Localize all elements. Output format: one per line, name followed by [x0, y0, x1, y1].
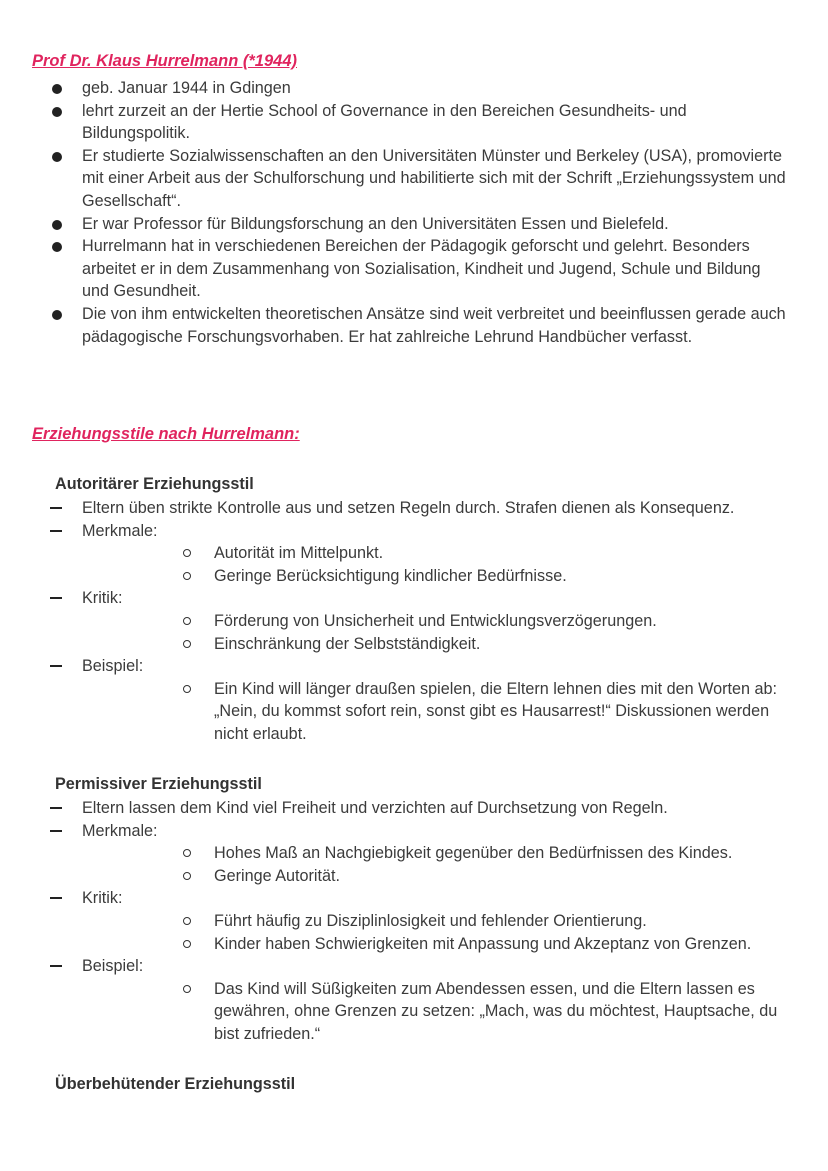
example-item: [0, 955, 828, 1045]
bio-item: [0, 235, 828, 303]
definition-item: [0, 497, 828, 520]
definition-item: [0, 797, 828, 820]
bio-item: [0, 303, 828, 348]
section-title: Autoritärer Erziehungsstil: [55, 475, 254, 493]
definition-text: Eltern lassen dem Kind viel Freiheit und verzichten auf Durchsetzung von Regeln.: [82, 799, 668, 817]
list-item: [82, 865, 808, 888]
circle-bullet-icon: [183, 849, 191, 857]
list-item-text: Förderung von Unsicherheit und Entwicklungsverzögerungen.: [214, 611, 657, 630]
bio-item: [0, 100, 828, 145]
circle-bullet-icon: [183, 985, 191, 993]
list-item-text: Geringe Berücksichtigung kindlicher Bedürfnisse.: [214, 566, 567, 585]
list-item-text: Kinder haben Schwierigkeiten mit Anpassung und Akzeptanz von Grenzen.: [214, 934, 752, 953]
bullet-icon: [52, 84, 62, 94]
bio-heading: Prof Dr. Klaus Hurrelmann (*1944): [32, 52, 297, 70]
section-permissive: [0, 773, 828, 1046]
dash-icon: [50, 897, 62, 899]
critique-list: [82, 910, 808, 955]
dash-icon: [50, 597, 62, 599]
bullet-icon: [52, 107, 62, 117]
circle-bullet-icon: [183, 572, 191, 580]
critique-item: [0, 887, 828, 955]
list-item: [82, 933, 808, 956]
features-item: [0, 820, 828, 888]
critique-item: [0, 587, 828, 655]
example-label: Beispiel:: [82, 657, 144, 676]
features-list: [82, 842, 808, 887]
section-list: [0, 797, 828, 1046]
dash-icon: [50, 507, 62, 509]
list-item-text: Ein Kind will länger draußen spielen, die Eltern lehnen dies mit den Worten ab: „Nein, du kommst sofort rein, sonst gibt es Hausarrest!“ Diskussionen werden nicht erlaubt.: [214, 679, 777, 743]
circle-bullet-icon: [183, 549, 191, 557]
list-item-text: Führt häufig zu Disziplinlosigkeit und fehlender Orientierung.: [214, 911, 647, 930]
dash-icon: [50, 665, 62, 667]
bio-item-text: Er war Professor für Bildungsforschung an den Universitäten Essen und Bielefeld.: [82, 214, 669, 233]
features-label: Merkmale:: [82, 521, 158, 540]
bio-item: [0, 77, 828, 100]
circle-bullet-icon: [183, 917, 191, 925]
critique-label: Kritik:: [82, 889, 123, 908]
critique-list: [82, 610, 808, 655]
bullet-icon: [52, 310, 62, 320]
list-item: [82, 978, 808, 1046]
bio-item-text: geb. Januar 1944 in Gdingen: [82, 79, 291, 97]
list-item: [82, 678, 808, 746]
dash-icon: [50, 830, 62, 832]
dash-icon: [50, 965, 62, 967]
list-item: [82, 633, 808, 656]
list-item-text: Autorität im Mittelpunkt.: [214, 544, 384, 563]
styles-heading: Erziehungsstile nach Hurrelmann:: [32, 425, 300, 443]
section-title: Permissiver Erziehungsstil: [55, 775, 262, 793]
circle-bullet-icon: [183, 617, 191, 625]
bio-item: [0, 145, 828, 213]
features-list: [82, 542, 808, 587]
list-item-text: Geringe Autorität.: [214, 866, 340, 885]
bio-item-text: Er studierte Sozialwissenschaften an den Universitäten Münster und Berkeley (USA), promovierte mit einer Arbeit aus der Schulforschung und habilitierte sich mit der Schrift „Erziehungssystem und Gesellschaft“.: [82, 146, 786, 210]
list-item-text: Einschränkung der Selbstständigkeit.: [214, 634, 481, 653]
bio-item-text: lehrt zurzeit an der Hertie School of Governance in den Bereichen Gesundheits- und Bildungspolitik.: [82, 101, 687, 143]
bullet-icon: [52, 152, 62, 162]
list-item-text: Hohes Maß an Nachgiebigkeit gegenüber den Bedürfnissen des Kindes.: [214, 844, 733, 863]
section-overprotective: [0, 1073, 828, 1097]
list-item: [82, 610, 808, 633]
bio-item-text: Hurrelmann hat in verschiedenen Bereichen der Pädagogik geforscht und gelehrt. Besonders arbeitet er in dem Zusammenhang von Sozialisation, Kindheit und Jugend, Schule und Bildung und Gesundheit.: [82, 237, 761, 301]
example-item: [0, 655, 828, 745]
example-list: [82, 978, 808, 1046]
bio-item-text: Die von ihm entwickelten theoretischen Ansätze sind weit verbreitet und beeinflussen gerade auch pädagogische Forschungsvorhaben. Er hat zahlreiche Lehrund Handbücher verfasst.: [82, 304, 786, 346]
list-item-text: Das Kind will Süßigkeiten zum Abendessen essen, und die Eltern lassen es gewähren, ohne Grenzen zu setzen: „Mach, was du möchtest, Hauptsache, du bist zufrieden.“: [214, 979, 778, 1043]
circle-bullet-icon: [183, 940, 191, 948]
circle-bullet-icon: [183, 640, 191, 648]
section-authoritarian: [0, 473, 828, 746]
circle-bullet-icon: [183, 872, 191, 880]
bullet-icon: [52, 242, 62, 252]
bio-list: [0, 77, 828, 348]
dash-icon: [50, 807, 62, 809]
circle-bullet-icon: [183, 685, 191, 693]
list-item: [82, 842, 808, 865]
section-title: Überbehütender Erziehungsstil: [55, 1075, 296, 1093]
list-item: [82, 910, 808, 933]
bullet-icon: [52, 220, 62, 230]
bio-item: [0, 213, 828, 236]
list-item: [82, 542, 808, 565]
features-item: [0, 520, 828, 588]
example-list: [82, 678, 808, 746]
section-list: [0, 497, 828, 746]
features-label: Merkmale:: [82, 821, 158, 840]
definition-text: Eltern üben strikte Kontrolle aus und setzen Regeln durch. Strafen dienen als Konsequenz.: [82, 499, 735, 517]
list-item: [82, 565, 808, 588]
dash-icon: [50, 530, 62, 532]
critique-label: Kritik:: [82, 589, 123, 608]
example-label: Beispiel:: [82, 957, 144, 976]
